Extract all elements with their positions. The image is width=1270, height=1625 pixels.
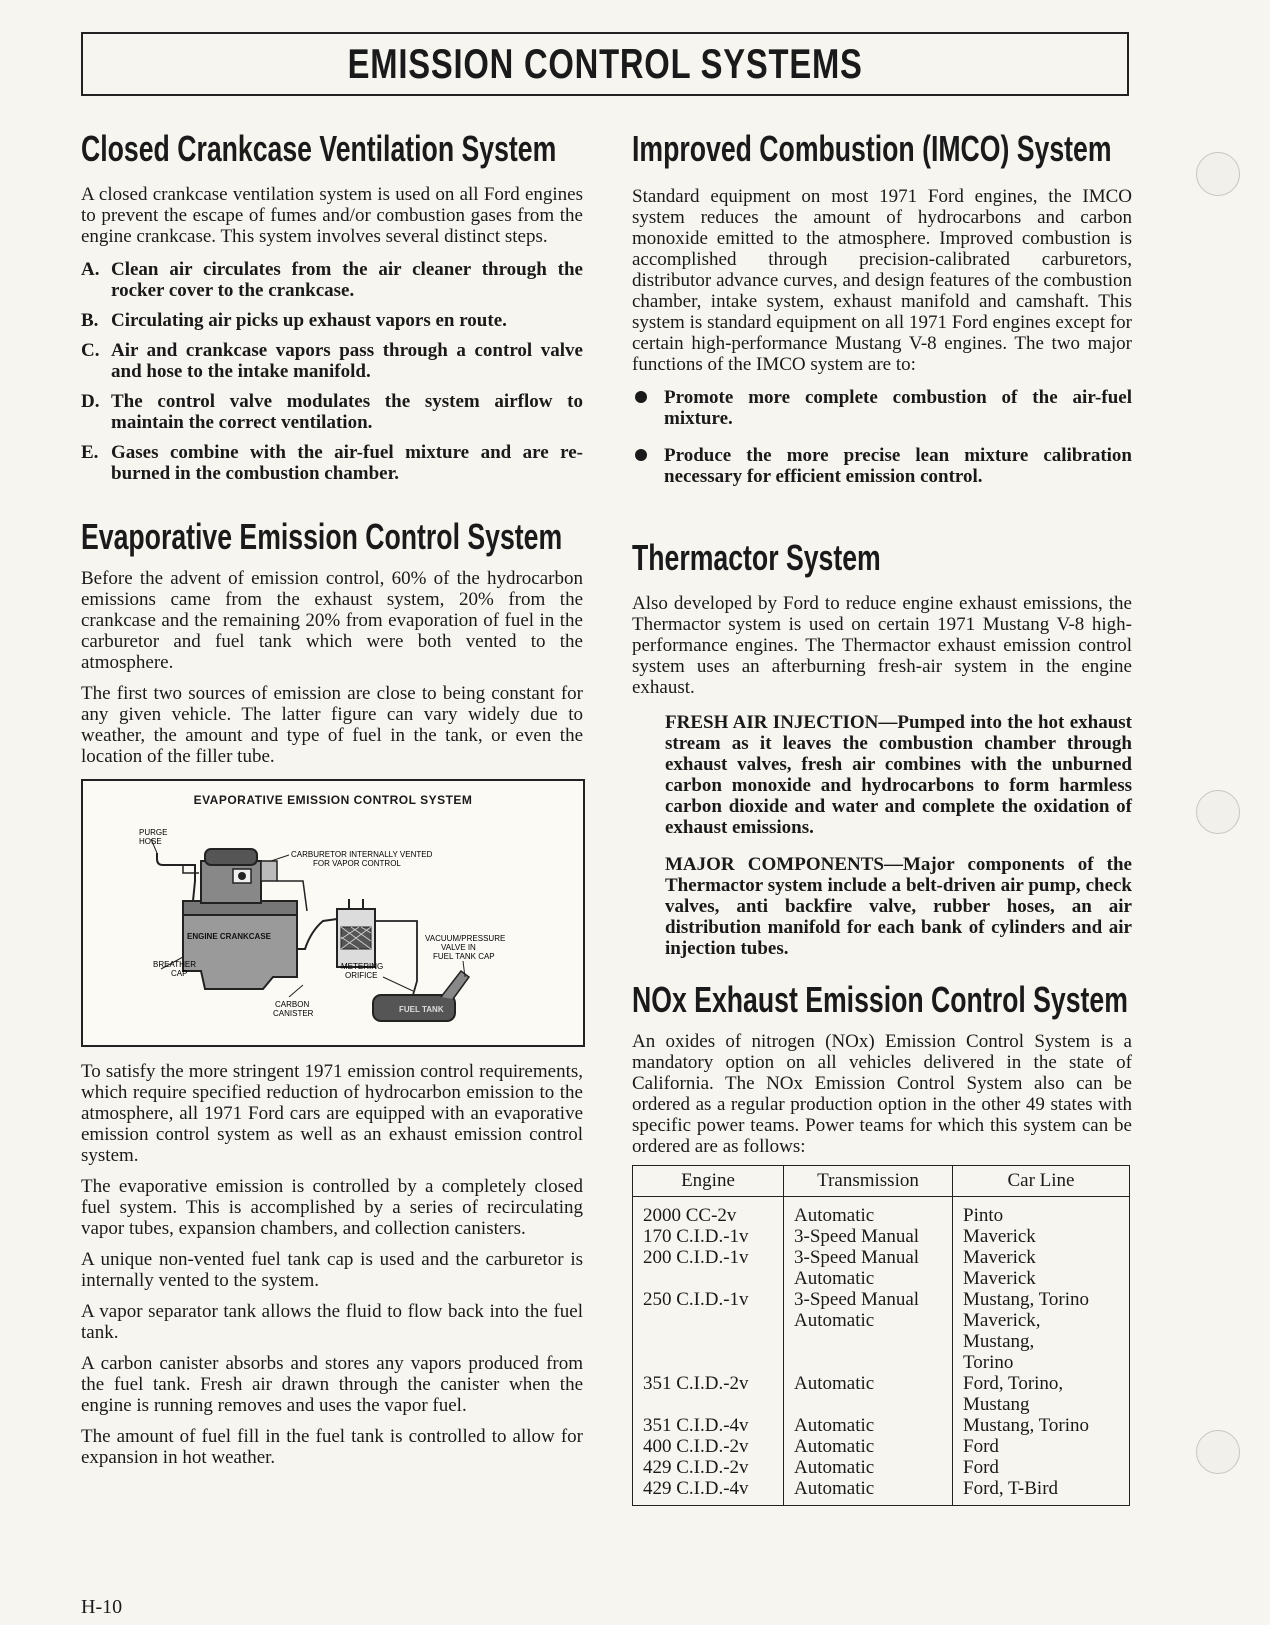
label-purge-hose: PURGE (139, 828, 168, 837)
table-cell (784, 1331, 953, 1352)
table-cell: Mustang, Torino (953, 1289, 1130, 1310)
step-text: The control valve modulates the system airflow to maintain the correct ventilation. (111, 391, 583, 433)
step-letter: C. (81, 340, 100, 361)
thermactor-intro: Also developed by Ford to reduce engine exhaust emissions, the Thermactor system is used on certain 1971 Mustang V-8 high-performance engines. The Thermactor exhaust emission control system uses an afterburning fresh-air system in the engine exhaust. (632, 593, 1132, 698)
bullet-icon (632, 387, 664, 429)
table-cell: 3-Speed Manual (784, 1247, 953, 1268)
table-row (633, 1478, 1130, 1506)
bullet-icon (632, 445, 664, 487)
table-row (633, 1331, 1130, 1352)
table-row (633, 1247, 1130, 1268)
step-letter: E. (81, 442, 99, 463)
table-cell: 3-Speed Manual (784, 1226, 953, 1247)
table-cell: Maverick, (953, 1310, 1130, 1331)
list-item (632, 445, 1132, 487)
table-cell: Maverick (953, 1226, 1130, 1247)
page-title: EMISSION CONTROL SYSTEMS (347, 40, 863, 87)
table-row (633, 1310, 1130, 1331)
label-metering-orifice: METERING (341, 962, 384, 971)
table-cell: Automatic (784, 1457, 953, 1478)
evap-heading: Evaporative Emission Control System (81, 516, 563, 557)
table-cell: Automatic (784, 1478, 953, 1506)
label-carburetor: CARBURETOR INTERNALLY VENTED (291, 850, 433, 859)
table-cell: 351 C.I.D.-4v (633, 1415, 784, 1436)
imco-bullets (632, 387, 1132, 487)
label-metering-orifice: ORIFICE (345, 971, 378, 980)
thermactor-heading: Thermactor System (632, 537, 881, 578)
label-vacuum-valve: FUEL TANK CAP (433, 952, 495, 961)
left-column (81, 128, 583, 1468)
table-row (633, 1373, 1130, 1394)
table-cell: 3-Speed Manual (784, 1289, 953, 1310)
table-cell (633, 1310, 784, 1331)
table-row (633, 1289, 1130, 1310)
list-item (81, 391, 583, 433)
table-cell: 200 C.I.D.-1v (633, 1247, 784, 1268)
column-header: Transmission (784, 1166, 953, 1197)
column-header: Car Line (953, 1166, 1130, 1197)
table-cell: 429 C.I.D.-4v (633, 1478, 784, 1506)
table-cell: Mustang (953, 1394, 1130, 1415)
list-item (81, 310, 583, 331)
table-cell: Automatic (784, 1373, 953, 1394)
step-text: Circulating air picks up exhaust vapors en route. (111, 310, 507, 331)
label-vacuum-valve: VALVE IN (441, 943, 476, 952)
table-cell: Ford, Torino, (953, 1373, 1130, 1394)
imco-heading: Improved Combustion (IMCO) System (632, 128, 1112, 169)
step-letter: D. (81, 391, 100, 412)
table-cell: Automatic (784, 1436, 953, 1457)
label-crankcase: ENGINE CRANKCASE (187, 932, 272, 941)
step-text: Gases combine with the air-fuel mixture and are re-burned in the combustion chamber. (111, 442, 583, 484)
table-cell: Automatic (784, 1268, 953, 1289)
column-header: Engine (633, 1166, 784, 1197)
table-row (633, 1197, 1130, 1227)
page-number: H-10 (81, 1596, 123, 1618)
evap-paragraph: The first two sources of emission are close to being constant for any given vehicle. The latter figure can vary widely due to weather, the amount and type of fuel in the tank, or even the location of the filler tube. (81, 683, 583, 767)
step-text: Clean air circulates from the air cleaner through the rocker cover to the crankcase. (111, 259, 583, 301)
label-vacuum-valve: VACUUM/PRESSURE (425, 934, 506, 943)
evap-paragraph: The evaporative emission is controlled by a completely closed fuel system. This is accomplished by a series of recirculating vapor tubes, expansion chambers, and collection canisters. (81, 1176, 583, 1239)
table-cell: Ford (953, 1436, 1130, 1457)
nox-heading: NOx Exhaust Emission Control System (632, 979, 1128, 1020)
evap-paragraph: A carbon canister absorbs and stores any vapors produced from the fuel tank. Fresh air drawn through the canister when the engine is running removes and uses the vapor fuel. (81, 1353, 583, 1416)
table-row (633, 1436, 1130, 1457)
list-item (81, 340, 583, 382)
label-fuel-tank: FUEL TANK (399, 1005, 444, 1014)
table-cell: 400 C.I.D.-2v (633, 1436, 784, 1457)
table-cell: 250 C.I.D.-1v (633, 1289, 784, 1310)
power-teams-table (632, 1165, 1130, 1506)
step-letter: B. (81, 310, 99, 331)
bullet-text: Produce the more precise lean mixture calibration necessary for efficient emission control. (664, 445, 1132, 487)
table-cell: Mustang, (953, 1331, 1130, 1352)
table-cell: Automatic (784, 1415, 953, 1436)
label-carburetor: FOR VAPOR CONTROL (313, 859, 401, 868)
table-cell: 351 C.I.D.-2v (633, 1373, 784, 1394)
diagram-drawing (83, 781, 583, 1045)
bullet-text: Promote more complete combustion of the air-fuel mixture. (664, 387, 1132, 429)
label-breather-cap: CAP (171, 969, 188, 978)
table-row (633, 1226, 1130, 1247)
nox-intro: An oxides of nitrogen (NOx) Emission Control System is a mandatory option on all vehicles delivered in the state of California. The NOx Emission Control System also can be ordered as a regular production option in the other 49 states with specific power teams. Power teams for which this system can be ordered are as follows: (632, 1031, 1132, 1157)
list-item (81, 442, 583, 484)
table-cell: Mustang, Torino (953, 1415, 1130, 1436)
right-column (632, 128, 1132, 1506)
table-body (633, 1197, 1130, 1506)
table-cell (633, 1394, 784, 1415)
ccv-heading: Closed Crankcase Ventilation System (81, 128, 557, 169)
binder-hole (1196, 1430, 1240, 1474)
list-item (632, 387, 1132, 429)
diagram-title: EVAPORATIVE EMISSION CONTROL SYSTEM (193, 793, 473, 807)
table-row (633, 1352, 1130, 1373)
table-cell: Maverick (953, 1268, 1130, 1289)
table-cell (633, 1331, 784, 1352)
table-cell (784, 1394, 953, 1415)
table-cell: 2000 CC-2v (633, 1197, 784, 1227)
label-carbon-canister: CARBON (275, 1000, 310, 1009)
binder-hole (1196, 152, 1240, 196)
table-row (633, 1394, 1130, 1415)
evap-paragraph: The amount of fuel fill in the fuel tank is controlled to allow for expansion in hot weather. (81, 1426, 583, 1468)
table-header-row (633, 1166, 1130, 1197)
table-cell: Automatic (784, 1197, 953, 1227)
evap-paragraph: A unique non-vented fuel tank cap is used and the carburetor is internally vented to the system. (81, 1249, 583, 1291)
table-cell (633, 1268, 784, 1289)
table-cell: 429 C.I.D.-2v (633, 1457, 784, 1478)
evap-diagram (81, 779, 585, 1047)
table-cell: Ford, T-Bird (953, 1478, 1130, 1506)
evap-paragraph: A vapor separator tank allows the fluid to flow back into the fuel tank. (81, 1301, 583, 1343)
table-cell: 170 C.I.D.-1v (633, 1226, 784, 1247)
table-cell (784, 1352, 953, 1373)
page-banner (81, 32, 1129, 96)
table-cell: Maverick (953, 1247, 1130, 1268)
table-row (633, 1268, 1130, 1289)
table-cell (633, 1352, 784, 1373)
list-item (81, 259, 583, 301)
label-breather-cap: BREATHER (153, 960, 196, 969)
step-text: Air and crankcase vapors pass through a control valve and hose to the intake manifold. (111, 340, 583, 382)
table-row (633, 1415, 1130, 1436)
evap-paragraph: Before the advent of emission control, 60% of the hydrocarbon emissions came from the exhaust system, 20% from the crankcase and the remaining 20% from evaporation of fuel in the carburetor and fuel tank which were both vented to the atmosphere. (81, 568, 583, 673)
label-purge-hose: HOSE (139, 837, 162, 846)
table-cell: Automatic (784, 1310, 953, 1331)
evap-paragraph: To satisfy the more stringent 1971 emission control requirements, which require specified reduction of hydrocarbon emission to the atmosphere, all 1971 Ford cars are equipped with an evaporative emission control system as well as an exhaust emission control system. (81, 1061, 583, 1166)
binder-hole (1196, 790, 1240, 834)
table-cell: Pinto (953, 1197, 1130, 1227)
table-cell: Torino (953, 1352, 1130, 1373)
table-row (633, 1457, 1130, 1478)
imco-intro: Standard equipment on most 1971 Ford engines, the IMCO system reduces the amount of hydrocarbons and carbon monoxide emitted to the atmosphere. Improved combustion is accomplished through precision-calibrated carburetors, distributor advance curves, and design features of the combustion chamber, intake system, exhaust manifold and camshaft. This system is standard equipment on all 1971 Ford engines except for certain high-performance Mustang V-8 engines. The two major functions of the IMCO system are to: (632, 186, 1132, 375)
ccv-steps (81, 259, 583, 484)
label-carbon-canister: CANISTER (273, 1009, 314, 1018)
ccv-intro: A closed crankcase ventilation system is used on all Ford engines to prevent the escape of fumes and/or combustion gases from the engine crankcase. This system involves several distinct steps. (81, 184, 583, 247)
step-letter: A. (81, 259, 100, 280)
table-cell: Ford (953, 1457, 1130, 1478)
fresh-air-injection: FRESH AIR INJECTION—Pumped into the hot exhaust stream as it leaves the combustion chamber through exhaust valves, fresh air combines with the unburned carbon monoxide and hydrocarbons to form harmless carbon dioxide and water and complete the oxidation of exhaust emissions. (665, 712, 1132, 838)
major-components: MAJOR COMPONENTS—Major components of the Thermactor system include a belt-driven air pump, check valves, anti backfire valve, rubber hoses, an air distribution manifold for each bank of cylinders and air injection tubes. (665, 854, 1132, 959)
